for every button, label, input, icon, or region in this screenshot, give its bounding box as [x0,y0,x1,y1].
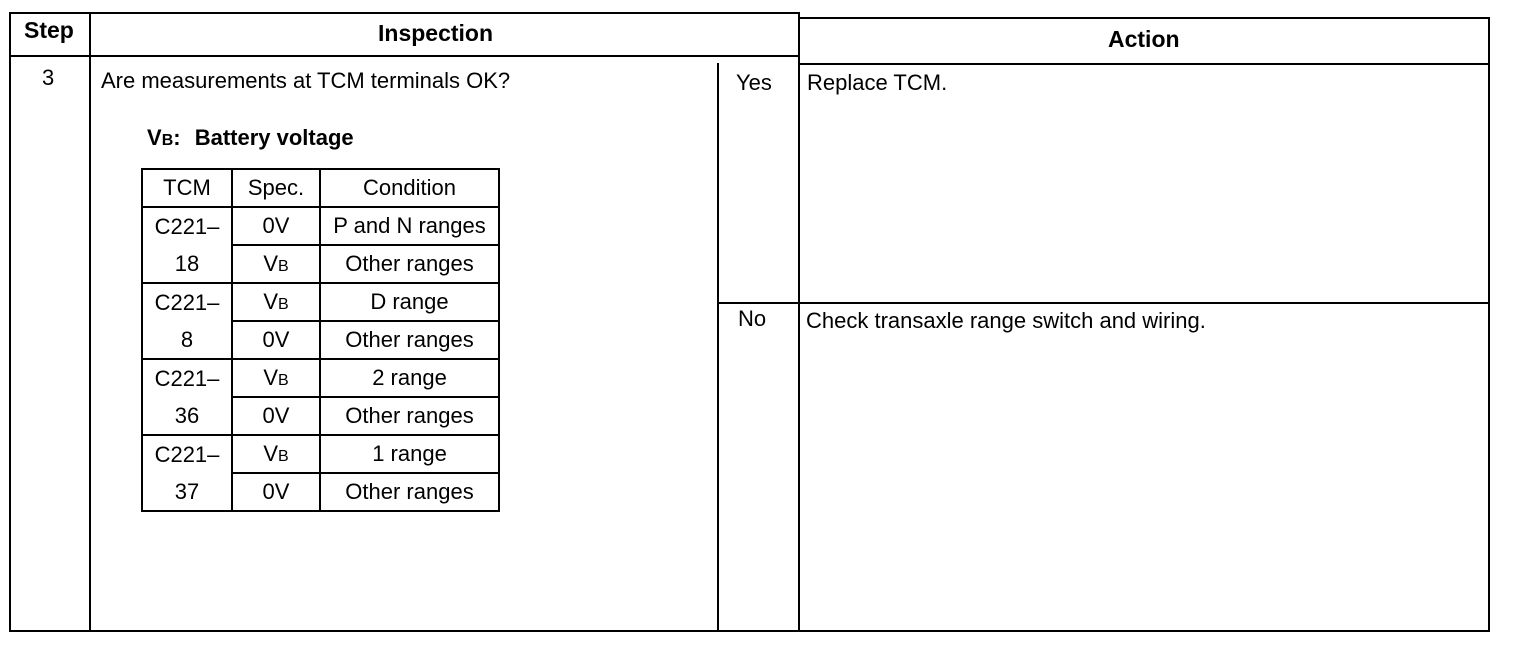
spec-cell: 0V [232,207,320,245]
condition-cell: Other ranges [320,321,499,359]
condition-cell: P and N ranges [320,207,499,245]
terminal-cell: C221– [142,359,232,397]
action-header-bottom-border [800,63,1490,65]
action-header: Action [1108,26,1180,52]
spec-cell: 0V [232,397,320,435]
terminal-cell: C221– [142,283,232,321]
spec-cell: VB [232,283,320,321]
yes-action: Replace TCM. [807,70,948,95]
spec-cell: VB [232,245,320,283]
yes-label: Yes [736,70,772,95]
vb-text: Battery voltage [194,125,354,150]
step-number: 3 [42,65,55,90]
condition-cell: Other ranges [320,397,499,435]
terminal-cell: C221– [142,435,232,473]
spec-column-header: Spec. [232,169,320,207]
terminal-spec-table [141,168,500,512]
table-row [142,321,499,359]
inspection-header: Inspection [378,20,494,46]
table-bottom-border [9,630,1489,632]
terminal-cell: C221– [142,207,232,245]
tcm-column-header: TCM [142,169,232,207]
table-row [142,283,499,321]
terminal-cell: 8 [142,321,232,359]
condition-cell: 1 range [320,435,499,473]
table-top-border [9,12,800,14]
spec-cell: VB [232,435,320,473]
table-row [142,435,499,473]
header-bottom-border [9,55,800,57]
step-column-divider [89,12,91,632]
no-action: Check transaxle range switch and wiring. [806,308,1206,333]
vb-definition [147,125,354,154]
inspection-question: Are measurements at TCM terminals OK? [101,68,511,93]
condition-cell: Other ranges [320,245,499,283]
terminal-cell: 36 [142,397,232,435]
condition-cell: 2 range [320,359,499,397]
terminal-cell: 18 [142,245,232,283]
spec-cell: 0V [232,473,320,511]
condition-cell: D range [320,283,499,321]
action-top-border [800,17,1490,19]
terminal-cell: 37 [142,473,232,511]
action-column-divider [798,12,800,632]
table-row [142,473,499,511]
spec-cell: 0V [232,321,320,359]
vb-label: VB: [147,125,181,150]
condition-column-header: Condition [320,169,499,207]
condition-cell: Other ranges [320,473,499,511]
spec-cell: VB [232,359,320,397]
table-row [142,397,499,435]
yesno-column-divider [717,63,719,632]
table-row [142,207,499,245]
table-row [142,359,499,397]
table-left-border [9,12,11,632]
step-header: Step [24,17,74,43]
table-right-border [1488,17,1490,632]
table-row [142,245,499,283]
yes-no-divider [717,302,1490,304]
no-label: No [738,306,767,331]
spec-table-header-row [142,169,499,207]
